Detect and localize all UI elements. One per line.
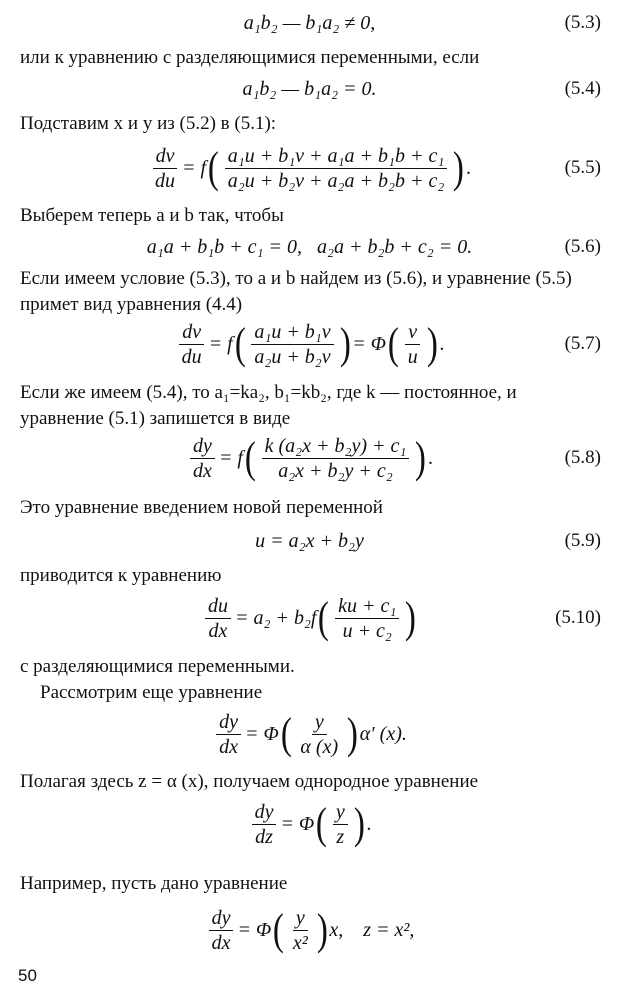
equation-unnumbered: $\frac{dy}{dx}$ = Φ ( $\frac{y}{\text{x²}}$ ) x, z = x², bbox=[0, 904, 619, 956]
paragraph-text: Подставим x и y из (5.2) в (5.1): bbox=[20, 113, 277, 134]
equation-5-6: a₁a + b₁b + c₁ = 0, a₂a + b₂b + c₂ = 0. (5.6) bbox=[146, 235, 601, 258]
paragraph-text: Это уравнение введением новой переменной bbox=[20, 497, 383, 518]
equation-number: (5.6) bbox=[564, 236, 601, 257]
page-number: 50 bbox=[18, 966, 37, 985]
equation-number: (5.3) bbox=[564, 12, 601, 33]
equation-number: (5.8) bbox=[564, 447, 601, 468]
equation-unnumbered: $\frac{dy}{dz}$ = Φ ( $\frac{y}{z}$ ) . bbox=[0, 798, 619, 850]
equation-5-3: a₁b₂ — b₁a₂ ≠ 0, (5.3) bbox=[243, 11, 601, 34]
equation-number: (5.10) bbox=[555, 607, 601, 628]
equation-5-7: $\frac{dv}{du}$ = f ( $\frac{\text{a₁u + b₁v}}{\text{a₂u + b₂v}}$ ) = Φ ( $\frac{v}{u}$ ) . (5.7) bbox=[0, 318, 619, 370]
equation-number: (5.4) bbox=[564, 78, 601, 99]
paragraph-text: с разделяющимися переменными. bbox=[20, 656, 295, 677]
equation-number: (5.7) bbox=[564, 333, 601, 354]
paragraph-text: Если же имеем (5.4), то a₁=ka₂, b₁=kb₂, где k — постоянное, и уравнение (5.1) запишется в виде bbox=[20, 382, 517, 429]
paragraph-text: или к уравнению с разделяющимися переменными, если bbox=[20, 47, 480, 68]
equation-5-9: u = a₂x + b₂y (5.9) bbox=[255, 529, 601, 552]
paragraph-text: Полагая здесь z = α (x), получаем однородное уравнение bbox=[20, 771, 479, 792]
paragraph-text: Если имеем условие (5.3), то a и b найдем из (5.6), и уравнение (5.5) примет вид уравнения (4.4) bbox=[20, 268, 572, 315]
equation-5-5: $\frac{dv}{du}$ = f ( $\frac{\text{a₁u + b₁v + a₁a + b₁b + c₁}}{\text{a₂u + b₂v + a₂a + b₂b + c₂}}$ ) . (5.5) bbox=[0, 142, 619, 194]
equation-unnumbered: $\frac{dy}{dx}$ = Φ ( $\frac{y}{\alpha (x)}$ ) α′ (x). bbox=[0, 708, 619, 760]
paragraph-text: Например, пусть дано уравнение bbox=[20, 873, 288, 894]
paragraph-text: Рассмотрим еще уравнение bbox=[40, 682, 263, 703]
equation-5-10: $\frac{du}{dx}$ = a₂ + b₂f ( $\frac{\text{ku + c₁}}{\text{u + c₂}}$ ) (5.10) bbox=[0, 592, 619, 644]
equation-5-8: $\frac{dy}{dx}$ = f ( $\frac{\text{k (a₂x + b₂y) + c₁}}{\text{a₂x + b₂y + c₂}}$ ) . (5.8) bbox=[0, 432, 619, 484]
paragraph-text: Выберем теперь a и b так, чтобы bbox=[20, 205, 284, 226]
equation-5-4: a₁b₂ — b₁a₂ = 0. (5.4) bbox=[242, 77, 601, 100]
equation-number: (5.9) bbox=[564, 530, 601, 551]
equation-number: (5.5) bbox=[564, 157, 601, 178]
paragraph-text: приводится к уравнению bbox=[20, 565, 222, 586]
